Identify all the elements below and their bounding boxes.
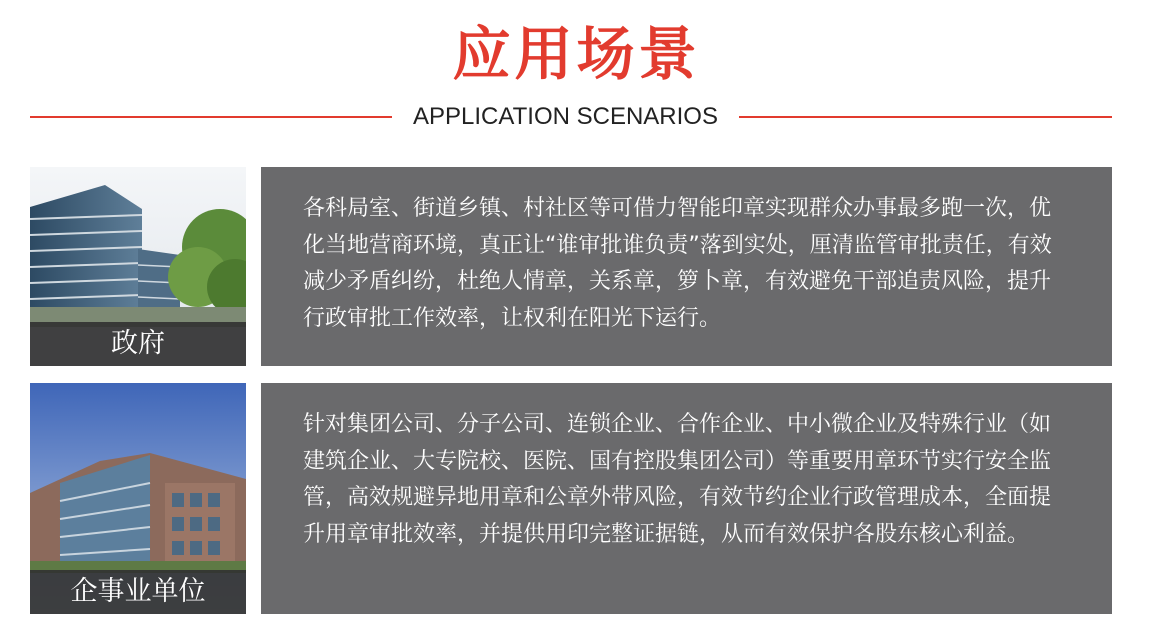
divider-left xyxy=(30,116,392,118)
scenario-label: 政府 xyxy=(30,322,246,366)
scenario-description: 针对集团公司、分子公司、连锁企业、合作企业、中小微企业及特殊行业（如建筑企业、大专院校、医院、国有控股集团公司）等重要用章环节实行安全监管，高效规避异地用章和公章外带风险，有效节约企业行政管理成本，全面提升用章审批效率，并提供用印完整证据链，从而有效保护各股东核心利益。 xyxy=(261,383,1112,614)
page-subtitle: APPLICATION SCENARIOS xyxy=(413,103,718,130)
page-title: 应用场景 xyxy=(452,20,701,88)
enterprise-image xyxy=(30,383,246,614)
divider-right xyxy=(739,116,1112,118)
scenario-label: 企事业单位 xyxy=(30,570,246,614)
scenario-description: 各科局室、街道乡镇、村社区等可借力智能印章实现群众办事最多跑一次，优化当地营商环境，真正让“谁审批谁负责”落到实处，厘清监管审批责任，有效减少矛盾纠纷，杜绝人情章，关系章，箩卜章，有效避免干部追责风险，提升行政审批工作效率，让权利在阳光下运行。 xyxy=(261,167,1112,366)
government-image xyxy=(30,167,246,366)
